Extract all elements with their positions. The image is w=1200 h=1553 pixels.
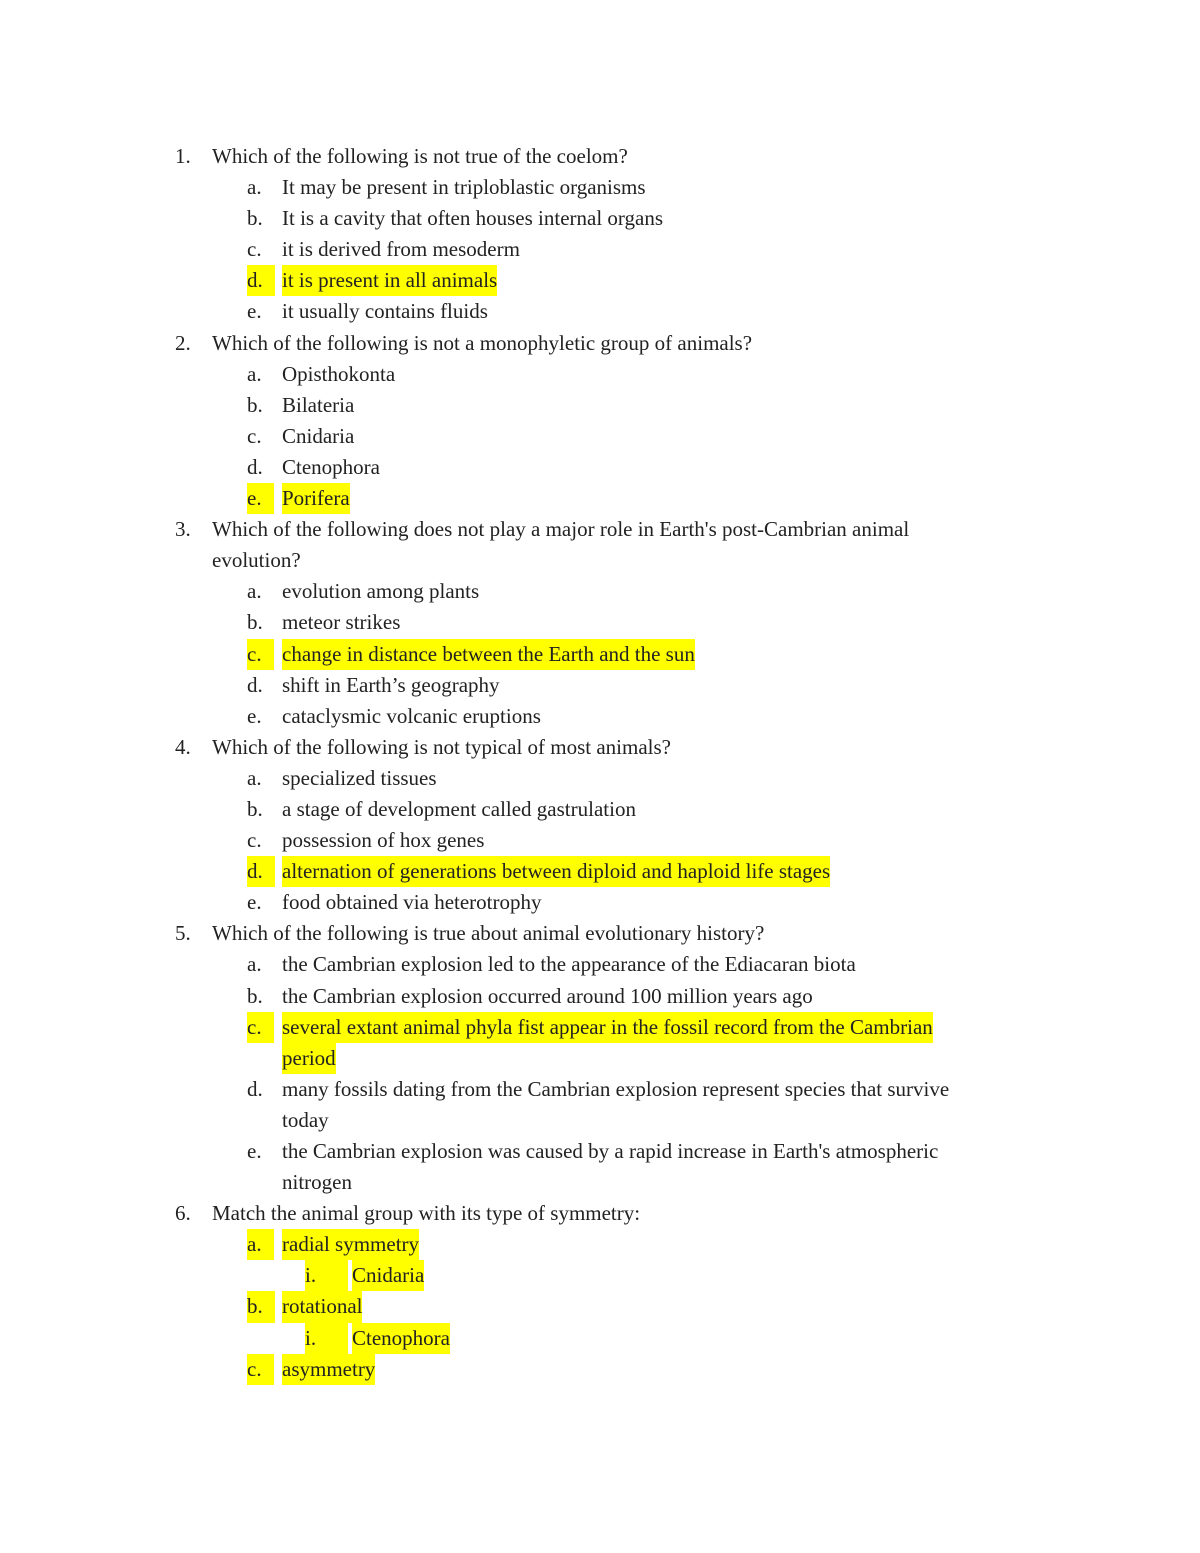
option-text: food obtained via heterotrophy — [282, 890, 542, 915]
option-letter: d. — [247, 265, 275, 296]
option-text: it is derived from mesoderm — [282, 237, 520, 262]
answer-option — [0, 670, 1200, 701]
sub-option-letter: i. — [305, 1260, 348, 1291]
answer-option — [0, 763, 1200, 794]
option-letter: c. — [247, 237, 262, 262]
option-text: It is a cavity that often houses internal organs — [282, 206, 664, 231]
option-letter: e. — [247, 703, 262, 728]
answer-option-highlighted — [0, 1012, 1200, 1043]
option-letter: b. — [247, 206, 263, 231]
question-line-continued — [0, 545, 1200, 576]
option-text: specialized tissues — [282, 765, 437, 790]
option-letter: c. — [247, 423, 262, 448]
answer-option — [0, 172, 1200, 203]
question-line — [0, 141, 1200, 172]
question-number: 4. — [175, 734, 191, 759]
option-text-continued: today — [282, 1107, 329, 1132]
option-text: shift in Earth’s geography — [282, 672, 500, 697]
answer-option — [0, 452, 1200, 483]
option-letter: b. — [247, 983, 263, 1008]
option-letter: c. — [247, 639, 274, 670]
answer-option — [0, 981, 1200, 1012]
option-text: Ctenophora — [282, 454, 380, 479]
answer-option-highlighted — [0, 1291, 1200, 1322]
sub-option-letter: i. — [305, 1323, 348, 1354]
question-number: 1. — [175, 144, 191, 168]
question-number: 3. — [175, 517, 191, 542]
option-letter: d. — [247, 856, 275, 887]
answer-option — [0, 607, 1200, 638]
option-text: possession of hox genes — [282, 828, 485, 853]
option-letter: a. — [247, 765, 262, 790]
option-letter: e. — [247, 890, 262, 915]
option-letter: a. — [247, 1229, 274, 1260]
option-letter: e. — [247, 1139, 262, 1163]
option-text: it is present in all animals — [282, 265, 497, 296]
option-text: asymmetry — [282, 1354, 375, 1385]
question-text: Which of the following is not true of the coelom? — [212, 144, 628, 168]
answer-option — [0, 887, 1200, 918]
answer-option-highlighted — [0, 483, 1200, 514]
answer-option — [0, 421, 1200, 452]
answer-option — [0, 576, 1200, 607]
answer-option — [0, 203, 1200, 234]
sub-option-text: Ctenophora — [352, 1323, 450, 1354]
option-letter: b. — [247, 796, 263, 821]
answer-option — [0, 1074, 1200, 1105]
option-letter: c. — [247, 828, 262, 853]
answer-option — [0, 296, 1200, 327]
answer-option — [0, 390, 1200, 421]
option-line-continued — [0, 1043, 1200, 1074]
question-text: Which of the following is not a monophyletic group of animals? — [212, 330, 753, 355]
option-text: evolution among plants — [282, 579, 480, 604]
option-text: several extant animal phyla fist appear in the fossil record from the Cambrian — [282, 1012, 933, 1043]
answer-option — [0, 1136, 1200, 1167]
option-text: cataclysmic volcanic eruptions — [282, 703, 541, 728]
answer-option — [0, 701, 1200, 732]
question-line — [0, 732, 1200, 763]
option-text: radial symmetry — [282, 1229, 419, 1260]
sub-option-highlighted — [0, 1323, 1200, 1354]
answer-option-highlighted — [0, 639, 1200, 670]
option-text: the Cambrian explosion led to the appearance of the Ediacaran biota — [282, 952, 856, 977]
option-text: many fossils dating from the Cambrian explosion represent species that survive — [282, 1076, 950, 1101]
question-text: Which of the following does not play a major role in Earth's post-Cambrian animal — [212, 517, 910, 542]
option-text: the Cambrian explosion was caused by a rapid increase in Earth's atmospheric — [282, 1139, 939, 1163]
answer-option — [0, 825, 1200, 856]
option-text: change in distance between the Earth and the sun — [282, 639, 695, 670]
question-number: 2. — [175, 330, 191, 355]
option-text: a stage of development called gastrulation — [282, 796, 636, 821]
answer-option — [0, 234, 1200, 265]
question-text: Which of the following is true about animal evolutionary history? — [212, 921, 765, 946]
answer-option-highlighted — [0, 856, 1200, 887]
option-text: meteor strikes — [282, 610, 401, 635]
option-letter: d. — [247, 1076, 263, 1101]
option-letter: a. — [247, 952, 262, 977]
option-text: it usually contains fluids — [282, 299, 488, 324]
option-letter: a. — [247, 361, 262, 386]
option-text: It may be present in triploblastic organisms — [282, 175, 646, 200]
option-letter: a. — [247, 579, 262, 604]
sub-option-text: Cnidaria — [352, 1260, 424, 1291]
option-letter: d. — [247, 454, 263, 479]
option-letter: b. — [247, 392, 263, 417]
option-letter: a. — [247, 175, 262, 200]
sub-option-highlighted — [0, 1260, 1200, 1291]
option-letter: b. — [247, 610, 263, 635]
question-text: Which of the following is not typical of most animals? — [212, 734, 671, 759]
option-line-continued — [0, 1105, 1200, 1136]
answer-option-highlighted — [0, 1354, 1200, 1385]
option-text: Porifera — [282, 483, 350, 514]
option-text: Cnidaria — [282, 423, 355, 448]
question-line — [0, 1198, 1200, 1229]
question-line — [0, 514, 1200, 545]
option-text: Bilateria — [282, 392, 355, 417]
answer-option — [0, 949, 1200, 980]
question-line — [0, 328, 1200, 359]
answer-option — [0, 794, 1200, 825]
option-letter: e. — [247, 299, 262, 324]
answer-option-highlighted — [0, 265, 1200, 296]
option-letter: c. — [247, 1354, 274, 1385]
option-text: the Cambrian explosion occurred around 100 million years ago — [282, 983, 813, 1008]
option-text-continued: nitrogen — [282, 1170, 352, 1195]
question-line — [0, 918, 1200, 949]
option-letter: c. — [247, 1012, 274, 1043]
question-text: Match the animal group with its type of symmetry: — [212, 1201, 641, 1226]
option-text: Opisthokonta — [282, 361, 396, 386]
option-text: rotational — [282, 1291, 362, 1322]
option-text-continued: period — [282, 1043, 336, 1074]
question-number: 6. — [175, 1201, 191, 1226]
option-line-continued — [0, 1167, 1200, 1198]
question-text-continued: evolution? — [212, 548, 301, 573]
option-letter: e. — [247, 483, 274, 514]
option-text: alternation of generations between diploid and haploid life stages — [282, 856, 830, 887]
quiz-document — [0, 141, 1200, 1385]
answer-option-highlighted — [0, 1229, 1200, 1260]
question-number: 5. — [175, 921, 191, 946]
answer-option — [0, 359, 1200, 390]
option-letter: d. — [247, 672, 263, 697]
option-letter: b. — [247, 1291, 275, 1322]
